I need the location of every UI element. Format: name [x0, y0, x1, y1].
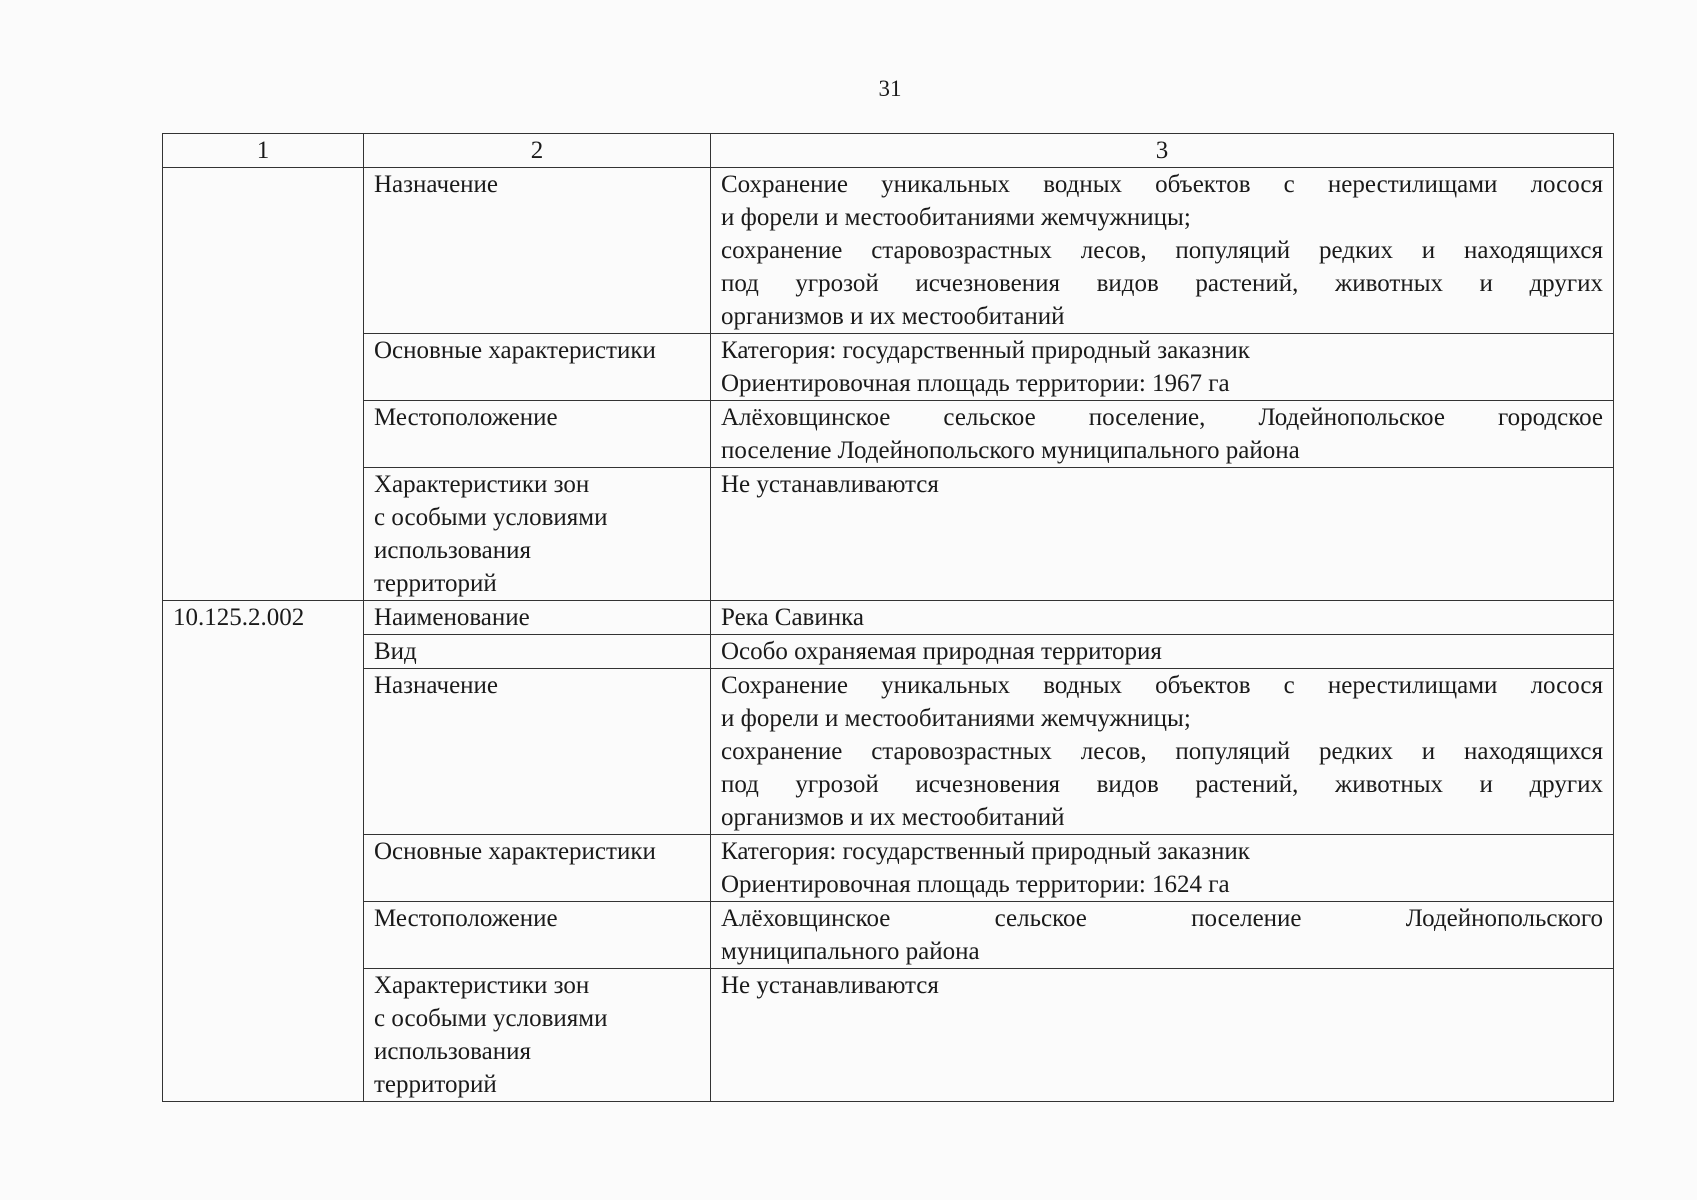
record-2-name-value: Река Савинка [711, 601, 1614, 635]
header-col-1: 1 [163, 134, 364, 168]
table-row [163, 401, 1614, 468]
record-1-purpose-value: Сохранение уникальных водных объектов с нерестилищами лосося и форели и местообитаниями жемчужницы; сохранение старовозрастных лесов, популяций редких и находящихся под угрозой исчезновения видов растений, животных и других организмов и их местообитаний [711, 168, 1614, 334]
record-2-zones-value: Не устанавливаются [711, 969, 1614, 1102]
table-row [163, 669, 1614, 835]
record-2-main-label: Основные характеристики [364, 835, 711, 902]
table-row [163, 835, 1614, 902]
record-2-purpose-value: Сохранение уникальных водных объектов с нерестилищами лосося и форели и местообитаниями жемчужницы; сохранение старовозрастных лесов, популяций редких и находящихся под угрозой исчезновения видов растений, животных и других организмов и их местообитаний [711, 669, 1614, 835]
record-2-type-label: Вид [364, 635, 711, 669]
record-2-name-label: Наименование [364, 601, 711, 635]
record-1-main-value: Категория: государственный природный заказник Ориентировочная площадь территории: 1967 га [711, 334, 1614, 401]
record-1-location-value: Алёховщинское сельское поселение, Лодейнопольское городское поселение Лодейнопольского муниципального района [711, 401, 1614, 468]
table-row [163, 969, 1614, 1102]
record-2-code: 10.125.2.002 [163, 601, 364, 1102]
table-row [163, 168, 1614, 334]
record-1-main-label: Основные характеристики [364, 334, 711, 401]
header-col-2: 2 [364, 134, 711, 168]
table-row [163, 635, 1614, 669]
record-2-purpose-label: Назначение [364, 669, 711, 835]
record-2-type-value: Особо охраняемая природная территория [711, 635, 1614, 669]
record-1-location-label: Местоположение [364, 401, 711, 468]
table-row [163, 902, 1614, 969]
table-header-row [163, 134, 1614, 168]
record-1-zones-value: Не устанавливаются [711, 468, 1614, 601]
table-row [163, 468, 1614, 601]
table-row [163, 601, 1614, 635]
record-2-location-label: Местоположение [364, 902, 711, 969]
record-1-zones-label: Характеристики зон с особыми условиями использования территорий [364, 468, 711, 601]
record-2-zones-label: Характеристики зон с особыми условиями использования территорий [364, 969, 711, 1102]
page-number: 31 [878, 76, 902, 101]
zones-table [162, 133, 1614, 1102]
header-col-3: 3 [711, 134, 1614, 168]
record-1-code-cell [163, 168, 364, 601]
table-row [163, 334, 1614, 401]
record-2-location-value: Алёховщинское сельское поселение Лодейнопольского муниципального района [711, 902, 1614, 969]
record-2-main-value: Категория: государственный природный заказник Ориентировочная площадь территории: 1624 га [711, 835, 1614, 902]
record-1-purpose-label: Назначение [364, 168, 711, 334]
